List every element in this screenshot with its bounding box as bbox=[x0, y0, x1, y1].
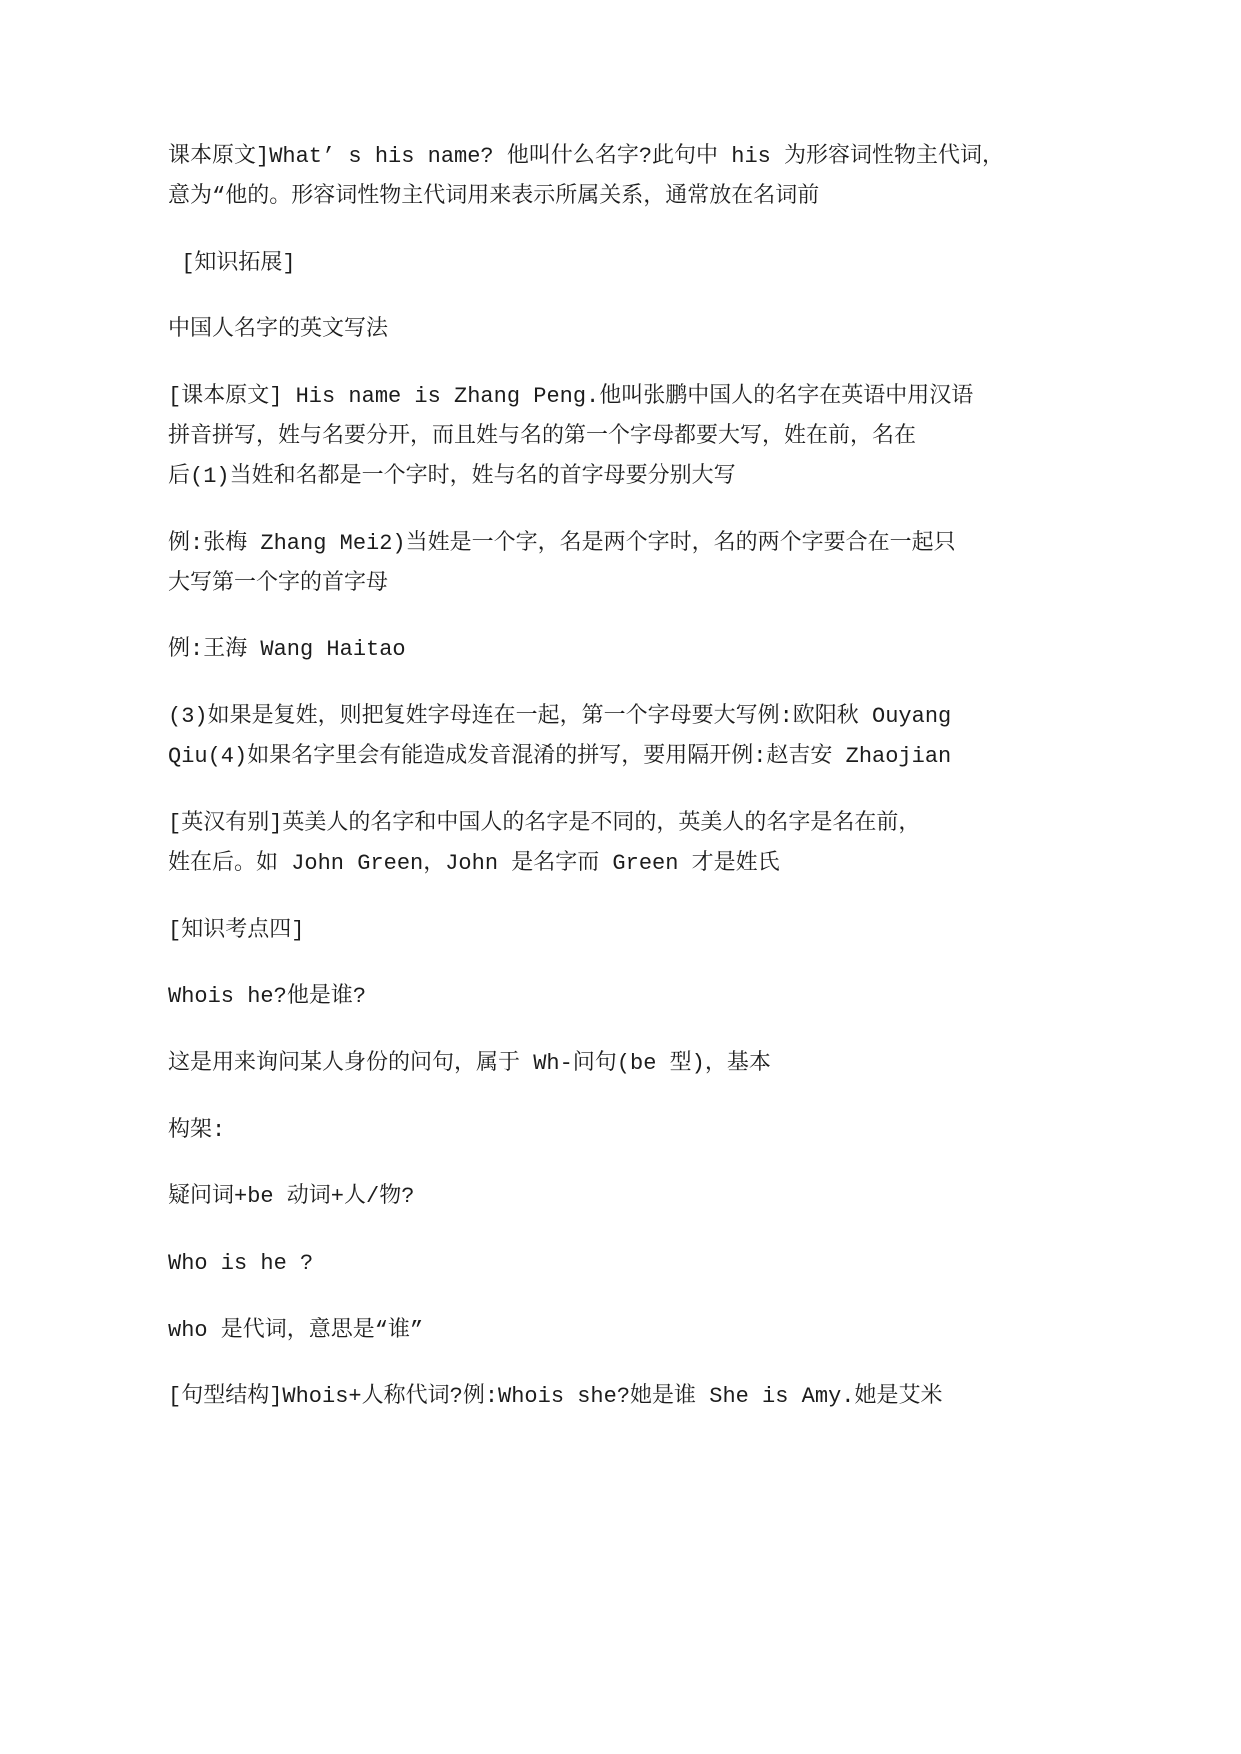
text-line: [知识拓展] bbox=[168, 250, 296, 276]
text-line: 课本原文]What’ s his name? 他叫什么名字?此句中 his 为形容词性物主代词， bbox=[168, 144, 1005, 169]
example-sentence bbox=[168, 1244, 1181, 1284]
who-definition-paragraph bbox=[168, 1311, 1181, 1351]
example-zhang-mei-paragraph bbox=[168, 524, 1181, 604]
text-line: [句型结构]Whois+人称代词?例:Whois she?她是谁 She is Amy.她是艾米 bbox=[168, 1384, 943, 1410]
text-line: Qiu(4)如果名字里会有能造成发音混淆的拼写，要用隔开例:赵吉安 Zhaojian bbox=[168, 744, 952, 770]
textbook-note-paragraph bbox=[168, 137, 1181, 217]
text-line: [英汉有别]英美人的名字和中国人的名字是不同的，英美人的名字是名在前， bbox=[168, 810, 921, 836]
text-line: Whois he?他是谁? bbox=[168, 984, 367, 1010]
text-line: Who is he ? bbox=[168, 1250, 314, 1276]
english-chinese-difference-paragraph bbox=[168, 804, 1181, 884]
sentence-structure-paragraph bbox=[168, 1377, 1181, 1417]
textbook-example-paragraph bbox=[168, 377, 1181, 497]
text-line: 意为“他的。形容词性物主代词用来表示所属关系，通常放在名词前 bbox=[168, 184, 820, 209]
example-question bbox=[168, 977, 1181, 1017]
explanation-paragraph bbox=[168, 1044, 1181, 1084]
text-line: 中国人名字的英文写法 bbox=[168, 317, 389, 343]
text-line: 大写第一个字的首字母 bbox=[168, 570, 389, 596]
text-line: 姓在后。如 John Green，John 是名字而 Green 才是姓氏 bbox=[168, 850, 780, 876]
text-line: [课本原文] His name is Zhang Peng.他叫张鹏中国人的名字在英语中用汉语 bbox=[168, 384, 974, 410]
text-line: 这是用来询问某人身份的问句，属于 Wh-问句(be 型)，基本 bbox=[168, 1050, 771, 1076]
text-line: 后(1)当姓和名都是一个字时，姓与名的首字母要分别大写 bbox=[168, 464, 736, 490]
example-wang-haitao-paragraph bbox=[168, 630, 1181, 670]
section-title-chinese-names bbox=[168, 310, 1181, 350]
compound-surname-paragraph bbox=[168, 697, 1181, 777]
text-line: 构架: bbox=[168, 1117, 226, 1143]
knowledge-extension-heading bbox=[168, 244, 1181, 284]
text-line: who 是代词，意思是“谁” bbox=[168, 1317, 424, 1343]
text-line: 例:王海 Wang Haitao bbox=[168, 637, 406, 663]
text-line: 例:张梅 Zhang Mei2)当姓是一个字，名是两个字时，名的两个字要合在一起只 bbox=[168, 530, 956, 556]
text-line: [知识考点四] bbox=[168, 917, 305, 943]
text-line: 拼音拼写，姓与名要分开，而且姓与名的第一个字母都要大写，姓在前，名在 bbox=[168, 424, 917, 450]
text-line: (3)如果是复姓，则把复姓字母连在一起，第一个字母要大写例:欧阳秋 Ouyang bbox=[168, 704, 952, 730]
sentence-pattern-formula bbox=[168, 1177, 1181, 1217]
knowledge-point-four-heading bbox=[168, 911, 1181, 951]
text-line: 疑问词+be 动词+人/物? bbox=[168, 1184, 415, 1210]
structure-label bbox=[168, 1111, 1181, 1151]
